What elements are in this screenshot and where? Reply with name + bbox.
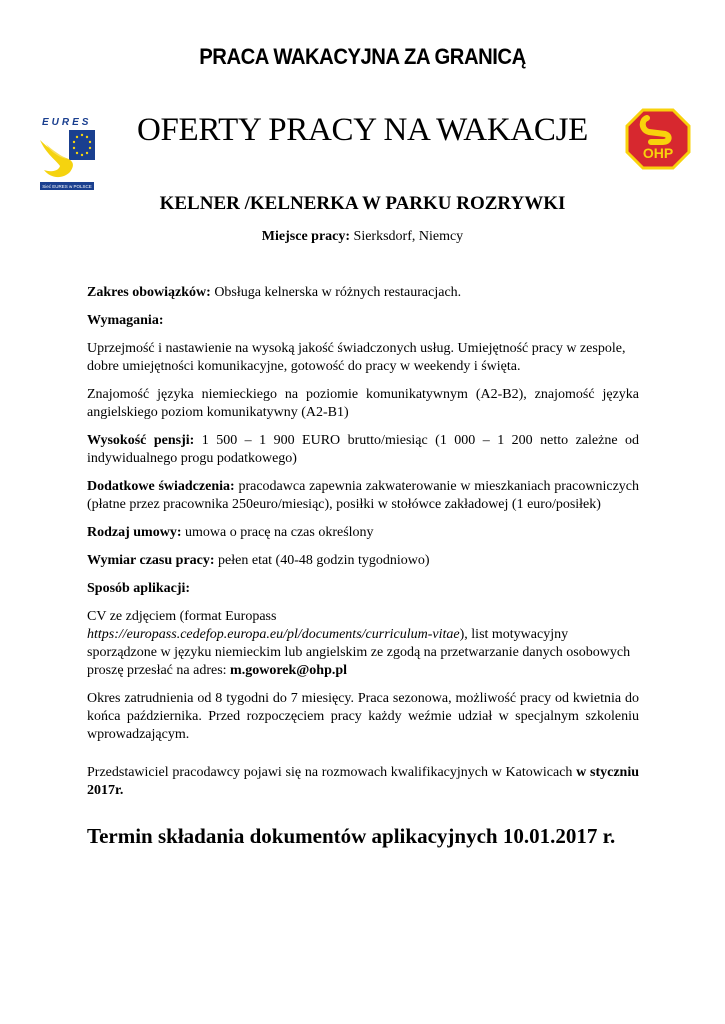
interview-paragraph	[87, 764, 639, 800]
application-deadline: Termin składania dokumentów aplikacyjnych 10.01.2017 r.	[87, 824, 616, 848]
contract-label: Rodzaj umowy:	[87, 525, 182, 540]
contact-email[interactable]: m.goworek@ohp.pl	[230, 663, 348, 678]
top-heading: PRACA WAKACYJNA ZA GRANICĄ	[199, 44, 526, 69]
period-paragraph: Okres zatrudnienia od 8 tygodni do 7 miesięcy. Praca sezonowa, możliwość pracy od kwietnia do końca października. Przed rozpoczęciem pracy każdy weźmie udział w specjalnym szkoleniu wprowadzającym.	[87, 691, 639, 742]
workplace-value: Sierksdorf, Niemcy	[350, 229, 464, 244]
requirements-label: Wymagania:	[87, 313, 164, 328]
application-text-1: CV ze zdjęciem (format Europass	[87, 609, 277, 624]
requirements-heading	[87, 312, 639, 330]
application-label: Sposób aplikacji:	[87, 581, 191, 596]
eures-tagline: Sieć EURES w POLSCE	[42, 184, 92, 189]
eures-logo-text: EURES	[42, 117, 92, 128]
salary-value: 1 500 – 1 900 EURO brutto/miesiąc (1 000 – 1 200 netto zależne od indywidualnego progu podatkowego)	[87, 433, 639, 466]
main-title: OFERTY PRACY NA WAKACJE	[136, 112, 589, 148]
benefits-value: pracodawca zapewnia zakwaterowanie w mieszkaniach pracowniczych (płatne przez pracownika 250euro/miesiąc), posiłki w stołówce zakładowej (1 euro/posiłek)	[87, 479, 640, 512]
interview-date: w styczniu 2017r.	[87, 765, 639, 798]
requirements-paragraph-2: Znajomość języka niemieckiego na poziomie komunikatywnym (A2-B2), znajomość języka angielskiego poziom komunikatywny (A2-B1)	[87, 387, 639, 420]
ohp-logo-text: OHP	[642, 145, 674, 161]
hours-value: pełen etat (40-48 godzin tygodniowo)	[214, 553, 430, 568]
salary-label: Wysokość pensji:	[87, 433, 195, 448]
salary-paragraph	[87, 432, 639, 468]
contract-value: umowa o pracę na czas określony	[181, 525, 374, 540]
ohp-logo	[625, 106, 691, 172]
duties-value: Obsługa kelnerska w różnych restauracjach.	[210, 285, 462, 300]
hours-paragraph	[87, 552, 639, 570]
eures-logo	[36, 114, 98, 192]
benefits-label: Dodatkowe świadczenia:	[87, 479, 235, 494]
hours-label: Wymiar czasu pracy:	[87, 553, 215, 568]
application-paragraph	[87, 608, 639, 680]
duties-paragraph	[87, 284, 639, 302]
benefits-paragraph	[87, 478, 639, 514]
interview-text: Przedstawiciel pracodawcy pojawi się na rozmowach kwalifikacyjnych w Katowicach	[87, 765, 577, 780]
application-text-2: ), list motywacyjny sporządzone w języku niemieckim lub angielskim ze zgodą na przetwarzanie danych osobowych proszę przesłać na adres:	[87, 627, 631, 678]
application-heading	[87, 580, 639, 598]
contract-paragraph	[87, 524, 639, 542]
job-title: KELNER /KELNERKA W PARKU ROZRYWKI	[159, 193, 566, 214]
workplace-line	[100, 229, 625, 245]
workplace-label: Miejsce pracy:	[261, 229, 351, 244]
offer-body	[87, 284, 639, 810]
requirements-paragraph-1: Uprzejmość i nastawienie na wysoką jakość świadczonych usług. Umiejętność pracy w zespole, dobre umiejętności komunikacyjne, gotowość do pracy w weekendy i święta.	[87, 341, 626, 374]
duties-label: Zakres obowiązków:	[87, 285, 211, 300]
europass-link[interactable]: https://europass.cedefop.europa.eu/pl/documents/curriculum-vitae	[87, 627, 460, 642]
